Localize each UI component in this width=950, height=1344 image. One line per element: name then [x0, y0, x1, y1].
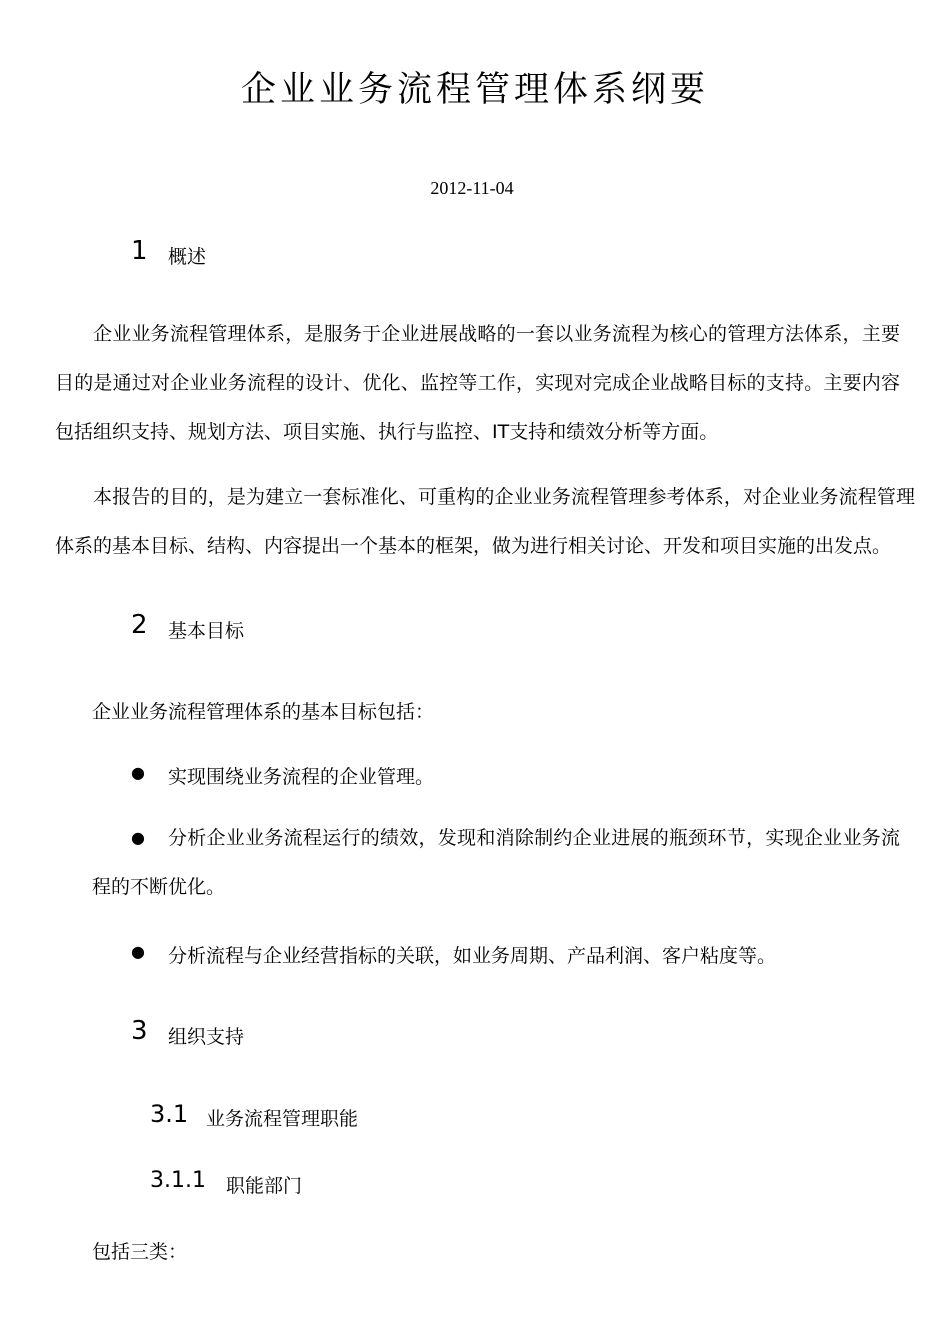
section-3-number: 3	[131, 1016, 148, 1046]
section-1-heading: 概述	[168, 246, 207, 268]
bullet-icon: ●	[131, 828, 145, 847]
section-3-heading: 组织支持	[168, 1026, 245, 1048]
paragraph-purpose: 本报告的目的，是为建立一套标准化、可重构的企业业务流程管理参考体系，对企业业务流程管理体系的基本目标、结构、内容提出一个基本的框架，做为进行相关讨论、开发和项目实施的出发点。	[55, 486, 915, 557]
document-date: 2012-11-04	[430, 178, 514, 198]
goals-intro: 企业业务流程管理体系的基本目标包括：	[92, 701, 435, 723]
section-3-1-1-number: 3.1.1	[150, 1168, 206, 1193]
section-1-number: 1	[131, 236, 148, 266]
section-2-number: 2	[131, 610, 148, 640]
document-title: 企业业务流程管理体系纲要	[240, 70, 709, 110]
section-3-1-number: 3.1	[150, 1100, 189, 1128]
includes-text: 包括三类：	[92, 1241, 188, 1263]
goal-item-1: 实现围绕业务流程的企业管理。	[168, 766, 435, 788]
bullet-icon: ●	[131, 763, 145, 782]
section-2-heading: 基本目标	[168, 620, 245, 642]
section-3-1-1-heading: 职能部门	[226, 1175, 303, 1197]
paragraph-overview: 企业业务流程管理体系，是服务于企业进展战略的一套以业务流程为核心的管理方法体系，主要目的是通过对企业业务流程的设计、优化、监控等工作，实现对完成企业战略目标的支持。主要内容包括组织支持、规划方法、项目实施、执行与监控、IT支持和绩效分析等方面。	[55, 323, 900, 443]
goal-item-2: 分析企业业务流程运行的绩效，发现和消除制约企业进展的瓶颈环节，实现企业业务流程的不断优化。	[92, 827, 900, 898]
section-3-1-heading: 业务流程管理职能	[206, 1108, 359, 1130]
bullet-icon: ●	[131, 942, 145, 961]
goal-item-3: 分析流程与企业经营指标的关联，如业务周期、产品利润、客户粘度等。	[168, 945, 777, 967]
